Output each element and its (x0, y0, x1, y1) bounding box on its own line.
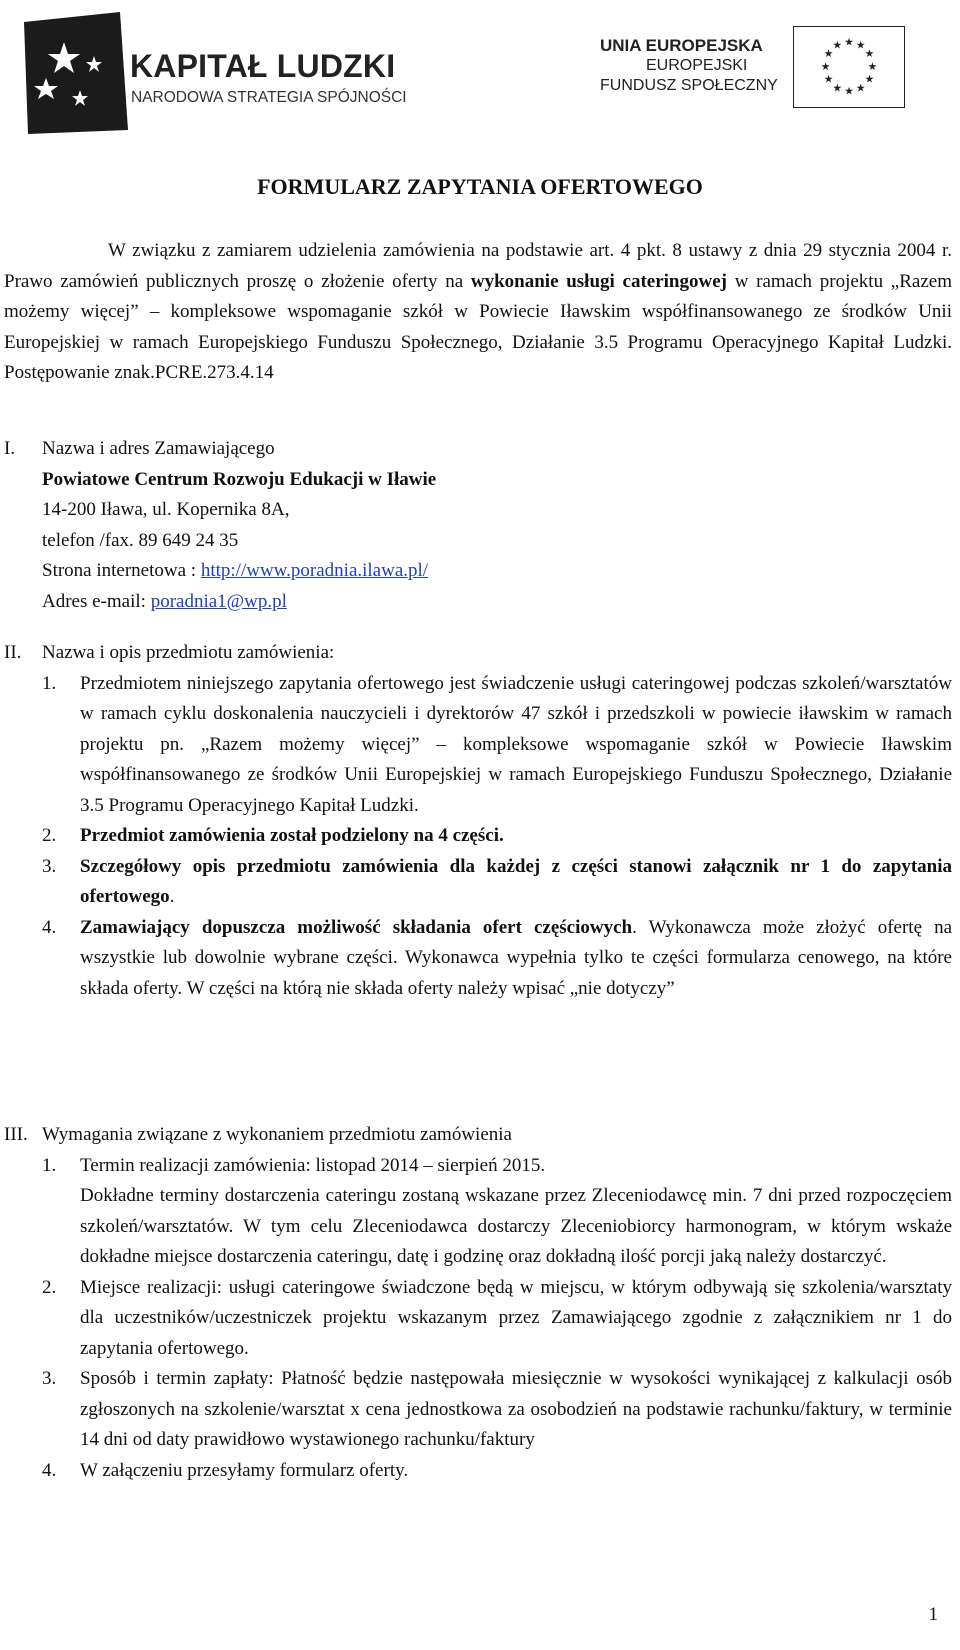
section-number: II. (4, 642, 22, 663)
eu-flag-icon (793, 26, 905, 108)
item-text: Miejsce realizacji: usługi cateringowe świadczone będą w miejscu, w którym odbywają się szkolenia/warsztaty dla uczestników/uczestniczek projektu wskazanym przez Zamawiającego zgodnie z załącznikiem nr 1 do zapytania ofertowego. (80, 1276, 952, 1359)
list-item (4, 821, 952, 852)
section-number: III. (4, 1124, 28, 1145)
intro-paragraph (4, 236, 952, 389)
email-link[interactable]: poradnia1@wp.pl (150, 590, 287, 612)
website-link[interactable]: http://www.poradnia.ilawa.pl/ (200, 560, 429, 581)
list-item (4, 852, 952, 913)
item-text: Termin realizacji zamówienia: listopad 2014 – sierpień 2015. (80, 1154, 546, 1176)
item-number: 2. (42, 825, 57, 846)
list-item (4, 669, 952, 822)
item-number: 1. (42, 672, 57, 694)
item-number: 4. (42, 1459, 57, 1481)
eu-logo-line3: FUNDUSZ SPOŁECZNY (600, 77, 778, 94)
section-heading: Nazwa i adres Zamawiającego (42, 438, 275, 459)
email-label: Adres e-mail: (42, 590, 151, 612)
svg-text:★: ★ (832, 81, 843, 95)
organization-address: 14-200 Iława, ul. Kopernika 8A, (42, 499, 290, 520)
list-item (4, 1151, 952, 1273)
svg-text:★: ★ (864, 47, 875, 61)
item-text: Sposób i termin zapłaty: Płatność będzie następowała miesięcznie w wysokości wynikającej z kalkulacji osób zgłoszonych na szkolenie/warsztat x cena jednostkowa za osobodzień na podstawie rachunku/faktury, w terminie 14 dni od daty prawidłowo wystawionego rachunku/faktury (80, 1368, 952, 1450)
svg-text:★: ★ (820, 59, 831, 73)
list-item (4, 913, 952, 1005)
intro-text-1: W związku z zamiarem udzielenia zamówienia na podstawie art. 4 pkt. 8 ustawy z dnia 29 stycznia 2004 r. Prawo zamówień publicznych proszę o złożenie oferty na (4, 240, 952, 292)
page-number: 1 (928, 1604, 938, 1625)
organization-name: Powiatowe Centrum Rozwoju Edukacji w Iławie (42, 468, 437, 490)
intro-text-bold: wykonanie usługi cateringowej (470, 270, 727, 292)
eu-stars-icon (794, 27, 904, 107)
item-number: 4. (42, 916, 57, 938)
website-label: Strona internetowa : (42, 560, 201, 581)
item-text: . Wykonawcza może złożyć ofertę na wszystkie lub dowolnie wybrane części. Wykonawca wypełnia tylko te części formularza cenowego, na które składa oferty. W części na którą nie składa oferty należy wpisać „nie dotyczy” (80, 916, 952, 999)
kapital-ludzki-subtitle: NARODOWA STRATEGIA SPÓJNOŚCI (131, 89, 407, 106)
eu-logo (600, 26, 910, 114)
svg-text:★: ★ (823, 72, 834, 86)
item-text: Przedmiotem niniejszego zapytania ofertowego jest świadczenie usługi cateringowej podczas szkoleń/warsztatów w ramach cyklu doskonalenia nauczycieli i dyrektorów 47 szkół i przedszkoli w powiecie iławskim w ramach projektu pn. „Razem możemy więcej” – kompleksowe wspomaganie szkół w Powiecie Iławskim współfinansowanego ze środków Unii Europejskiej w ramach Europejskiego Funduszu Społecznego, Działanie 3.5 Programu Operacyjnego Kapitał Ludzki. (80, 672, 952, 816)
svg-text:★: ★ (867, 59, 878, 73)
item-text: W załączeniu przesyłamy formularz oferty. (80, 1459, 409, 1481)
svg-text:★: ★ (844, 35, 854, 49)
item-text-tail: . (169, 886, 175, 907)
svg-text:★: ★ (823, 47, 834, 61)
item-number: 1. (42, 1154, 57, 1176)
svg-text:★: ★ (844, 84, 854, 98)
item-number: 2. (42, 1276, 57, 1298)
organization-email (42, 587, 952, 618)
item-text: Szczegółowy opis przedmiotu zamówienia dla każdej z części stanowi załącznik nr 1 do zapytania ofertowego (80, 855, 952, 907)
list-item (4, 1273, 952, 1365)
kapital-ludzki-title: KAPITAŁ LUDZKI (130, 48, 396, 84)
intro-text-2: w ramach projektu „Razem możemy więcej” – kompleksowe wspomaganie szkół w Powiecie Iławskim współfinansowanego ze środków Unii Europejskiej w ramach Europejskiego Funduszu Społecznego, Działanie 3.5 Programu Operacyjnego Kapitał Ludzki. Postępowanie znak.PCRE.273.4.14 (4, 270, 952, 383)
section-order-subject (4, 638, 952, 1004)
section-heading: Nazwa i opis przedmiotu zamówienia: (42, 642, 335, 663)
item-text-bold: Zamawiający dopuszcza możliwość składania ofert częściowych (80, 916, 633, 938)
eu-logo-line1: UNIA EUROPEJSKA (600, 36, 763, 55)
kapital-ludzki-star-icon (24, 12, 130, 134)
section-ordering-party (4, 434, 952, 617)
section-requirements (4, 1120, 952, 1486)
item-number: 3. (42, 1368, 57, 1389)
eu-logo-line2: EUROPEJSKI (646, 57, 748, 74)
item-number: 3. (42, 855, 57, 877)
organization-phone: telefon /fax. 89 649 24 35 (42, 529, 239, 551)
item-text: Przedmiot zamówienia został podzielony na 4 części. (80, 825, 504, 846)
kapital-ludzki-logo (24, 12, 424, 136)
section-number: I. (4, 438, 16, 459)
list-item (4, 1364, 952, 1456)
svg-text:★: ★ (855, 38, 866, 52)
item-text-detail: Dokładne terminy dostarczenia cateringu zostaną wskazane przez Zleceniodawcę min. 7 dni przed rozpoczęciem szkoleń/warsztatów. W tym celu Zleceniodawca dostarczy Zleceniobiorcy harmonogram, w którym wskaże dokładne miejsce dostarczenia cateringu, datę i godzinę oraz dokładną ilość porcji jaką należy dostarczyć. (80, 1185, 952, 1267)
svg-text:★: ★ (855, 81, 866, 95)
svg-text:★: ★ (832, 38, 843, 52)
section-heading: Wymagania związane z wykonaniem przedmiotu zamówienia (42, 1124, 512, 1145)
organization-website (42, 556, 952, 587)
list-item (4, 1456, 952, 1487)
document-title: FORMULARZ ZAPYTANIA OFERTOWEGO (257, 174, 703, 199)
svg-text:★: ★ (864, 72, 875, 86)
eu-logo-text (600, 36, 778, 96)
